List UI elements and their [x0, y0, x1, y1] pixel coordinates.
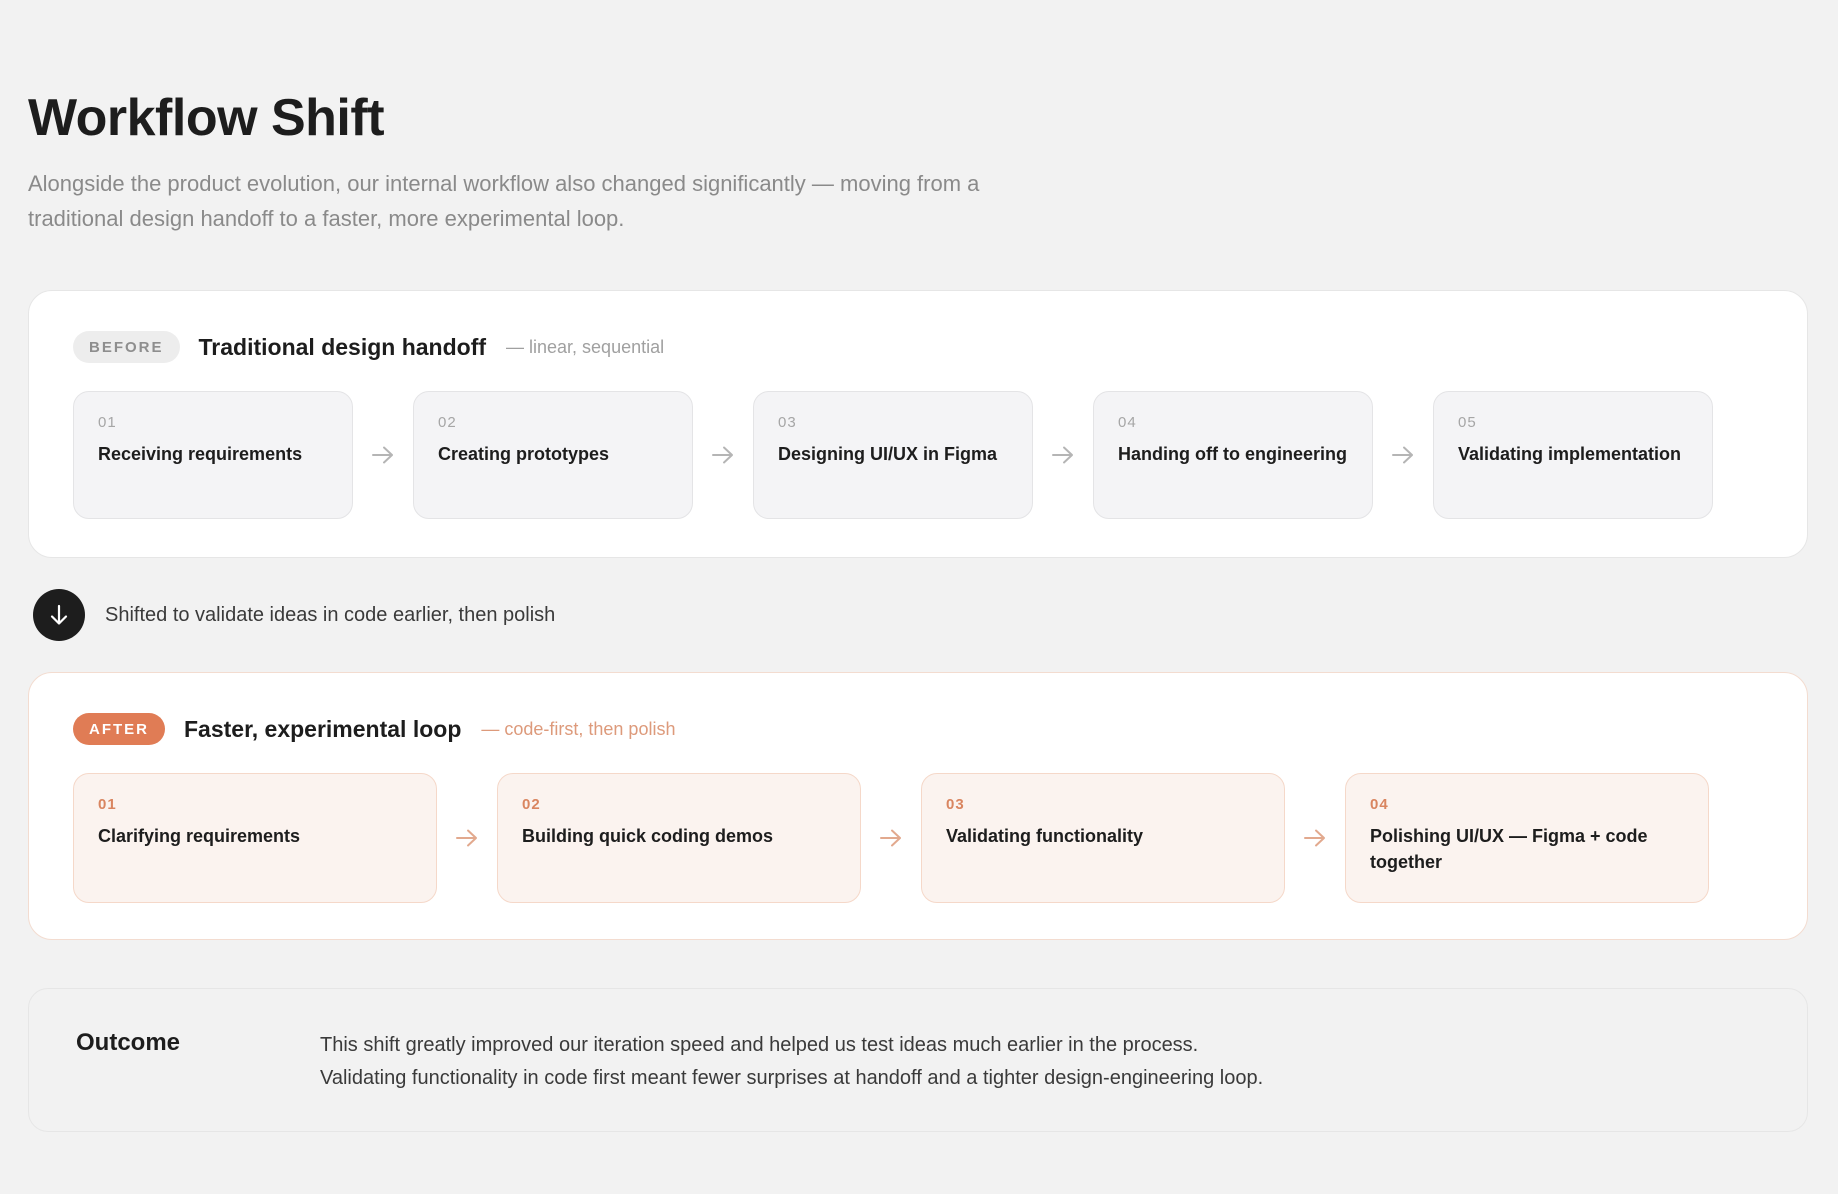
step-number: 01: [98, 414, 117, 431]
outcome-panel: [28, 988, 1808, 1132]
arrow-down-icon: [33, 589, 85, 641]
step-label: Validating functionality: [946, 826, 1144, 846]
after-step-1: [73, 773, 437, 903]
outcome-line-1: This shift greatly improved our iteration speed and helped us test ideas much earlier in the process.: [320, 1034, 1199, 1056]
outcome-text: [320, 1029, 1263, 1095]
arrow-right-icon: [1285, 823, 1345, 853]
shift-text: Shifted to validate ideas in code earlier, then polish: [105, 603, 556, 626]
before-card: [28, 290, 1808, 558]
after-step-4: [1345, 773, 1709, 903]
step-label: Creating prototypes: [438, 444, 610, 464]
step-number: 04: [1118, 414, 1137, 431]
page-subtitle: Alongside the product evolution, our internal workflow also changed significantly — moving from a traditional design handoff to a faster, more experimental loop.: [28, 171, 980, 231]
before-step-2: [413, 391, 693, 519]
after-steps: [73, 773, 1709, 903]
arrow-right-icon: [1033, 440, 1093, 470]
page-title: Workflow Shift: [28, 89, 385, 147]
after-title: Faster, experimental loop: [184, 715, 462, 742]
arrow-right-icon: [693, 440, 753, 470]
before-step-1: [73, 391, 353, 519]
step-number: 04: [1370, 796, 1389, 813]
before-header: [73, 331, 664, 363]
after-header: [73, 713, 675, 745]
after-card: [28, 672, 1808, 940]
step-label: Handing off to engineering: [1118, 444, 1347, 464]
arrow-right-icon: [353, 440, 413, 470]
before-badge: BEFORE: [73, 331, 180, 363]
after-step-3: [921, 773, 1285, 903]
arrow-right-icon: [861, 823, 921, 853]
step-number: 02: [522, 796, 541, 813]
step-number: 03: [778, 414, 797, 431]
step-label: Validating implementation: [1458, 444, 1682, 464]
step-number: 05: [1458, 414, 1477, 431]
step-label: Clarifying requirements: [98, 826, 301, 846]
arrow-right-icon: [437, 823, 497, 853]
before-title: Traditional design handoff: [198, 333, 487, 360]
after-badge: AFTER: [73, 713, 165, 745]
arrow-right-icon: [1373, 440, 1433, 470]
before-note: — linear, sequential: [506, 336, 665, 357]
before-step-4: [1093, 391, 1373, 519]
step-number: 02: [438, 414, 457, 431]
step-label: Building quick coding demos: [522, 826, 774, 846]
outcome-title: Outcome: [76, 1029, 181, 1056]
step-number: 01: [98, 796, 117, 813]
after-step-2: [497, 773, 861, 903]
step-label: Polishing UI/UX — Figma + code together: [1370, 826, 1648, 872]
before-steps: [73, 391, 1713, 519]
step-label: Receiving requirements: [98, 444, 303, 464]
before-step-5: [1433, 391, 1713, 519]
shift-indicator: [33, 589, 555, 641]
step-number: 03: [946, 796, 965, 813]
step-label: Designing UI/UX in Figma: [778, 444, 998, 464]
outcome-line-2: Validating functionality in code first meant fewer surprises at handoff and a tighter design-engineering loop.: [320, 1067, 1264, 1089]
before-step-3: [753, 391, 1033, 519]
after-note: — code-first, then polish: [481, 718, 676, 739]
